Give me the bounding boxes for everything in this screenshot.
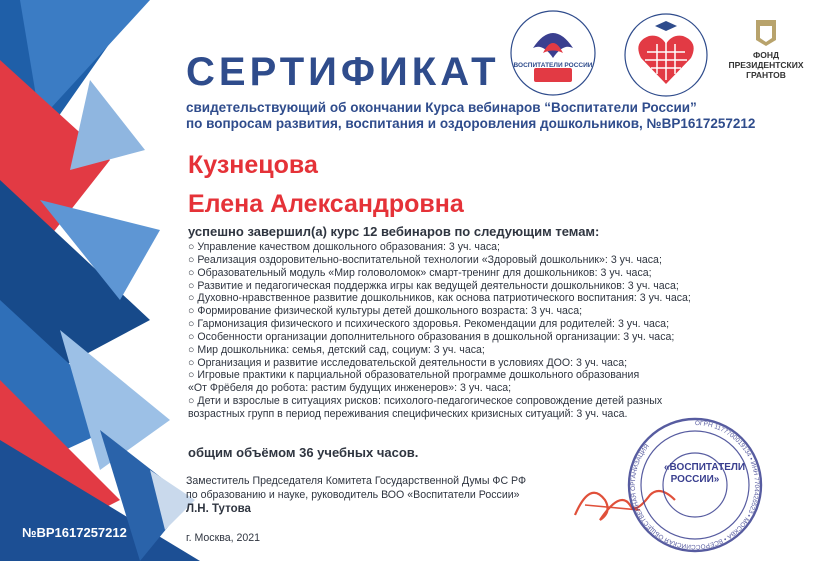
topic-item: ○ Формирование физической культуры детей дошкольного возраста: 3 уч. часа; xyxy=(188,305,583,318)
stamp-ring-text: ОГРН 1177700019134 • ИНН 7704426523 • МОСКВА • ВСЕРОССИЙСКАЯ ОБЩЕСТВЕННАЯ ОРГАНИЗАЦИЯ xyxy=(629,419,760,551)
topic-item: ○ Дети и взрослые в ситуациях рисков: психолого-педагогическое сопровождение детей разных xyxy=(188,395,663,408)
signer-line-1: Заместитель Председателя Комитета Государственной Думы ФС РФ xyxy=(186,475,527,487)
topic-item: ○ Духовно-нравственное развитие дошкольников, как основа патриотического воспитания: 3 уч. часа; xyxy=(188,292,691,305)
health-heart-logo xyxy=(623,12,709,98)
certificate-title: СЕРТИФИКАТ xyxy=(186,50,500,94)
certificate-subtitle xyxy=(186,100,755,132)
topic-item: ○ Гармонизация физического и психического здоровья. Рекомендации для родителей: 3 уч. часа; xyxy=(188,318,670,331)
subtitle-line-1: свидетельствующий об окончании Курса вебинаров “Воспитатели России” xyxy=(186,100,697,115)
topics-list xyxy=(188,241,788,421)
topic-item: ○ Образовательный модуль «Мир головоломок» смарт-тренинг для дошкольников: 3 уч. часа; xyxy=(188,266,652,279)
topic-item: ○ Мир дошкольника: семья, детский сад, социум: 3 уч. часа; xyxy=(188,343,485,356)
total-hours: общим объёмом 36 учебных часов. xyxy=(188,445,419,460)
signer-name: Л.Н. Тутова xyxy=(186,503,251,515)
fund-mark-icon xyxy=(726,18,806,48)
recipient-first-name: Елена Александровна xyxy=(188,190,464,218)
topic-item: ○ Организация и развитие исследовательской деятельности в условиях ДОО: 3 уч. часа; xyxy=(188,356,628,369)
subtitle-line-2: по вопросам развития, воспитания и оздоровления дошкольников, №ВР1617257212 xyxy=(186,116,756,131)
topic-item: ○ Управление качеством дошкольного образования: 3 уч. часа; xyxy=(188,241,500,253)
topic-item-continuation: возрастных групп в период переживания специфических кризисных ситуаций: 3 уч. часа. xyxy=(188,407,628,420)
logo-row xyxy=(508,8,808,98)
fund-text: ФОНД ПРЕЗИДЕНТСКИХ ГРАНТОВ xyxy=(728,50,804,80)
place-and-year: г. Москва, 2021 xyxy=(186,532,261,544)
decorative-triangles xyxy=(0,0,200,561)
vospitateli-rossii-logo xyxy=(508,8,598,98)
signer-title xyxy=(186,474,526,502)
certificate-number: №ВР1617257212 xyxy=(22,525,127,540)
topic-item: ○ Развитие и педагогическая поддержка игры как ведущей деятельности дошкольников: 3 уч. часа; xyxy=(188,279,679,292)
completion-statement: успешно завершил(а) курс 12 вебинаров по следующим темам: xyxy=(188,224,600,239)
topic-item: ○ Реализация оздоровительно-воспитательной технологии «Здоровый дошкольник»: 3 уч. часа; xyxy=(188,253,662,266)
stamp-center-text: «ВОСПИТАТЕЛИ РОССИИ» xyxy=(664,462,746,485)
logo-label: ВОСПИТАТЕЛИ РОССИИ xyxy=(513,62,593,69)
topic-item-continuation: «От Фрёбеля до робота: растим будущих инженеров»: 3 уч. часа; xyxy=(188,382,512,395)
presidential-grants-fund-logo xyxy=(726,18,806,88)
topic-item: ○ Игровые практики к парциальной образовательной программе дошкольного образования xyxy=(188,369,640,382)
topic-item: ○ Особенности организации дополнительного образования в дошкольной организации: 3 уч. часа; xyxy=(188,330,675,343)
signer-line-2: по образованию и науке, руководитель ВОО «Воспитатели России» xyxy=(186,489,520,501)
recipient-last-name: Кузнецова xyxy=(188,151,318,179)
